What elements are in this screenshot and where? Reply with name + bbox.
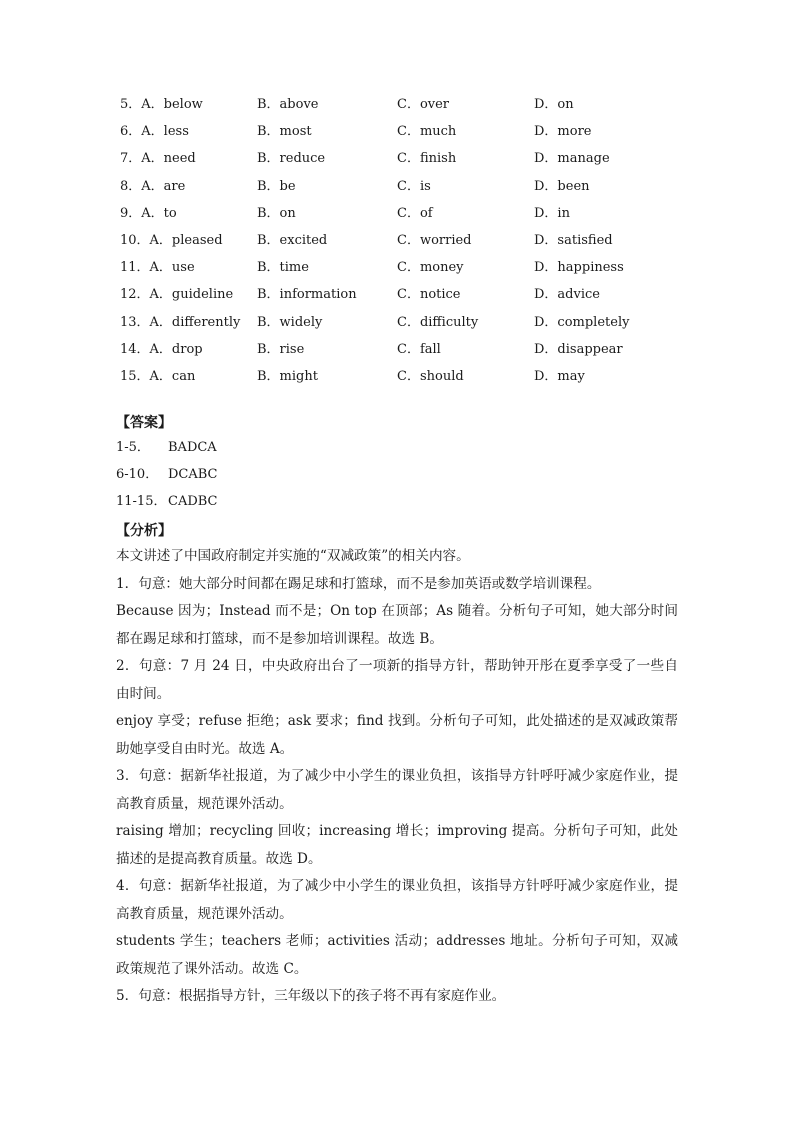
- option-b: B．information: [257, 287, 357, 303]
- question-number: 11．: [120, 260, 150, 276]
- option-a-text: A．below: [141, 97, 203, 112]
- option-c: C．difficulty: [397, 314, 479, 330]
- option-b: B．reduce: [257, 151, 326, 167]
- answer-value: CADBC: [168, 494, 218, 509]
- option-c: C．of: [397, 205, 433, 221]
- analysis-paragraph: raising 增加；recycling 回收；increasing 增长；improving 提高。分析句子可知，此处描述的是提高教育质量。故选 D。: [116, 823, 678, 867]
- option-a-text: A．are: [141, 178, 186, 194]
- option-a: [120, 258, 195, 278]
- option-a-text: A．to: [141, 205, 177, 221]
- option-a: [120, 177, 185, 197]
- option-a-text: A．use: [149, 260, 195, 276]
- option-b: B．be: [257, 178, 296, 194]
- option-a-text: A．guideline: [149, 287, 234, 303]
- option-d: D．completely: [534, 314, 630, 330]
- analysis-paragraph: 5．句意：根据指导方针，三年级以下的孩子将不再有家庭作业。: [116, 988, 506, 1004]
- option-b: B．above: [257, 97, 319, 112]
- option-b: B．might: [257, 369, 318, 384]
- question-number: 13．: [120, 314, 150, 330]
- option-c: C．worried: [397, 233, 472, 248]
- option-a-text: A．less: [141, 124, 189, 140]
- option-b: B．most: [257, 124, 312, 140]
- analysis-paragraph: 1．句意：她大部分时间都在踢足球和打篮球，而不是参加英语或数学培训课程。: [116, 575, 601, 592]
- option-a: [120, 231, 223, 251]
- option-b: B．time: [257, 260, 309, 276]
- question-number: 12．: [120, 287, 150, 303]
- answer-value: DCABC: [168, 467, 218, 482]
- option-a-text: A．differently: [149, 314, 241, 330]
- answer-range: 11-15．: [116, 494, 167, 509]
- option-c: C．should: [397, 369, 464, 384]
- option-d: D．may: [534, 369, 585, 384]
- question-number: 8．: [120, 178, 142, 194]
- option-a-text: A．pleased: [149, 233, 223, 248]
- answer-line: [116, 492, 218, 512]
- analysis-paragraph: 3．句意：据新华社报道，为了减少中小学生的课业负担，该指导方针呼吁减少家庭作业，提高教育质量，规范课外活动。: [116, 768, 678, 812]
- option-b: B．on: [257, 205, 296, 221]
- analysis-paragraph: 本文讲述了中国政府制定并实施的“双减政策”的相关内容。: [116, 548, 470, 564]
- option-c: C．finish: [397, 151, 457, 167]
- option-a: [120, 204, 177, 224]
- option-a: [120, 149, 196, 169]
- option-a: [120, 367, 195, 387]
- option-c: C．is: [397, 178, 431, 194]
- option-d: D．more: [534, 124, 592, 140]
- option-c: C．much: [397, 124, 457, 140]
- option-b: B．excited: [257, 233, 328, 248]
- option-a-text: A．need: [141, 151, 196, 167]
- option-d: D．disappear: [534, 341, 623, 357]
- option-d: D．been: [534, 178, 590, 194]
- option-d: D．advice: [534, 287, 600, 303]
- option-a: [120, 313, 240, 333]
- option-c: C．over: [397, 97, 450, 112]
- analysis-paragraph: Because 因为；Instead 而不是；On top 在顶部；As 随着。分析句子可知，她大部分时间都在踢足球和打篮球，而不是参加培训课程。故选 B。: [116, 603, 678, 647]
- analysis-body: [116, 543, 678, 1011]
- option-c: C．money: [397, 260, 464, 276]
- option-a-text: A．can: [149, 369, 196, 384]
- option-c: C．notice: [397, 287, 461, 303]
- question-number: 15．: [120, 369, 150, 384]
- question-number: 6．: [120, 124, 142, 140]
- question-number: 5．: [120, 97, 142, 112]
- option-a: [120, 122, 189, 142]
- option-a: [120, 95, 203, 115]
- analysis-paragraph: 2．句意：7 月 24 日，中央政府出台了一项新的指导方针，帮助钟开彤在夏季享受了一些自由时间。: [116, 658, 678, 702]
- answer-value: BADCA: [168, 440, 217, 455]
- option-b: B．rise: [257, 341, 305, 357]
- option-d: D．manage: [534, 151, 610, 167]
- question-number: 10．: [120, 233, 150, 248]
- answer-line: [116, 465, 218, 485]
- answer-range: 1-5．: [116, 440, 150, 455]
- analysis-heading: 【分析】: [116, 523, 172, 539]
- option-a: [120, 285, 233, 305]
- option-d: D．satisfied: [534, 233, 613, 248]
- analysis-paragraph: enjoy 享受；refuse 拒绝；ask 要求；find 找到。分析句子可知，此处描述的是双减政策帮助她享受自由时光。故选 A。: [116, 713, 678, 757]
- option-b: B．widely: [257, 314, 323, 330]
- analysis-paragraph: students 学生；teachers 老师；activities 活动；addresses 地址。分析句子可知，双减政策规范了课外活动。故选 C。: [116, 933, 678, 977]
- answer-line: [116, 438, 217, 458]
- option-d: D．in: [534, 205, 570, 221]
- option-d: D．on: [534, 97, 574, 112]
- answer-range: 6-10．: [116, 467, 159, 482]
- option-a: [120, 340, 203, 360]
- question-number: 14．: [120, 341, 150, 357]
- option-c: C．fall: [397, 341, 441, 357]
- option-d: D．happiness: [534, 260, 624, 276]
- option-a-text: A．drop: [149, 341, 203, 357]
- answer-heading: 【答案】: [116, 415, 172, 431]
- analysis-paragraph: 4．句意：据新华社报道，为了减少中小学生的课业负担，该指导方针呼吁减少家庭作业，提高教育质量，规范课外活动。: [116, 878, 678, 922]
- question-number: 9．: [120, 205, 142, 221]
- question-number: 7．: [120, 151, 142, 167]
